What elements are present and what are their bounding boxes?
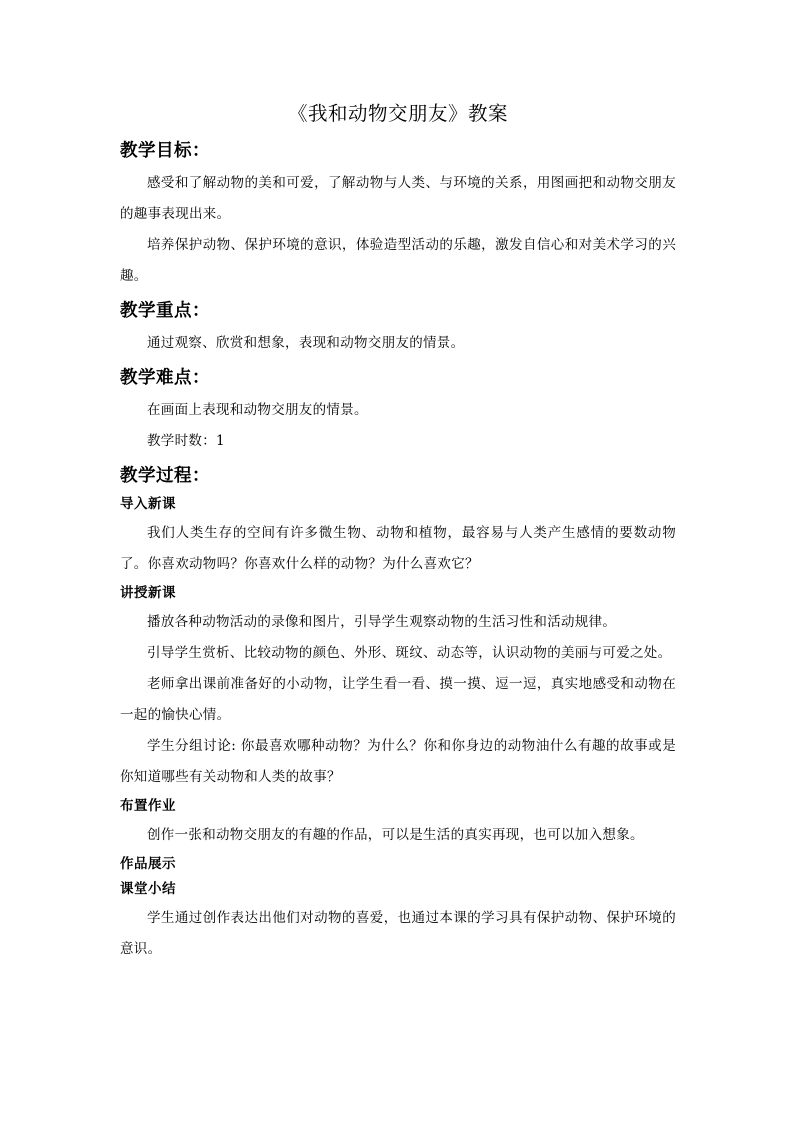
new-lesson-paragraph: 播放各种动物活动的录像和图片，引导学生观察动物的生活习性和活动规律。 <box>147 614 617 630</box>
new-lesson-paragraph: 学生分组讨论: 你最喜欢哪种动物？为什么？你和你身边的动物油什么有趣的故事或是你知道哪些有关动物和人类的故事？ <box>120 738 676 785</box>
new-lesson-paragraph: 老师拿出课前准备好的小动物，让学生看一看、摸一摸、逗一逗，真实地感受和动物在一起的愉快心情。 <box>120 676 676 723</box>
section-heading-objectives: 教学目标： <box>120 141 210 161</box>
subheading-homework: 布置作业 <box>120 798 176 814</box>
subheading-summary: 课堂小结 <box>120 881 176 897</box>
subheading-intro: 导入新课 <box>120 496 176 512</box>
section-heading-key-points: 教学重点： <box>120 301 210 321</box>
section-heading-process: 教学过程： <box>120 466 210 486</box>
subheading-new-lesson: 讲授新课 <box>120 585 176 601</box>
objectives-paragraph: 感受和了解动物的美和可爱，了解动物与人类、与环境的关系，用图画把和动物交朋友的趣事表现出来。 <box>120 175 676 222</box>
section-heading-difficulties: 教学难点： <box>120 368 210 388</box>
summary-paragraph: 学生通过创作表达出他们对动物的喜爱，也通过本课的学习具有保护动物、保护环境的意识。 <box>120 910 676 957</box>
key-points-paragraph: 通过观察、欣赏和想象，表现和动物交朋友的情景。 <box>147 335 465 351</box>
new-lesson-paragraph: 引导学生赏析、比较动物的颜色、外形、斑纹、动态等，认识动物的美丽与可爱之处。 <box>147 645 672 661</box>
difficulties-paragraph: 在画面上表现和动物交朋友的情景。 <box>147 402 368 418</box>
document-page <box>120 100 676 965</box>
intro-paragraph: 我们人类生存的空间有许多微生物、动物和植物，最容易与人类产生感情的要数动物了。你喜欢动物吗？你喜欢什么样的动物？为什么喜欢它？ <box>120 525 676 572</box>
homework-paragraph: 创作一张和动物交朋友的有趣的作品，可以是生活的真实再现，也可以加入想象。 <box>147 827 644 843</box>
document-title: 《我和动物交朋友》教案 <box>287 102 508 125</box>
teaching-hours: 教学时数：1 <box>147 433 225 449</box>
objectives-paragraph: 培养保护动物、保护环境的意识，体验造型活动的乐趣，激发自信心和对美术学习的兴趣。 <box>120 237 676 284</box>
subheading-showcase: 作品展示 <box>120 856 176 872</box>
